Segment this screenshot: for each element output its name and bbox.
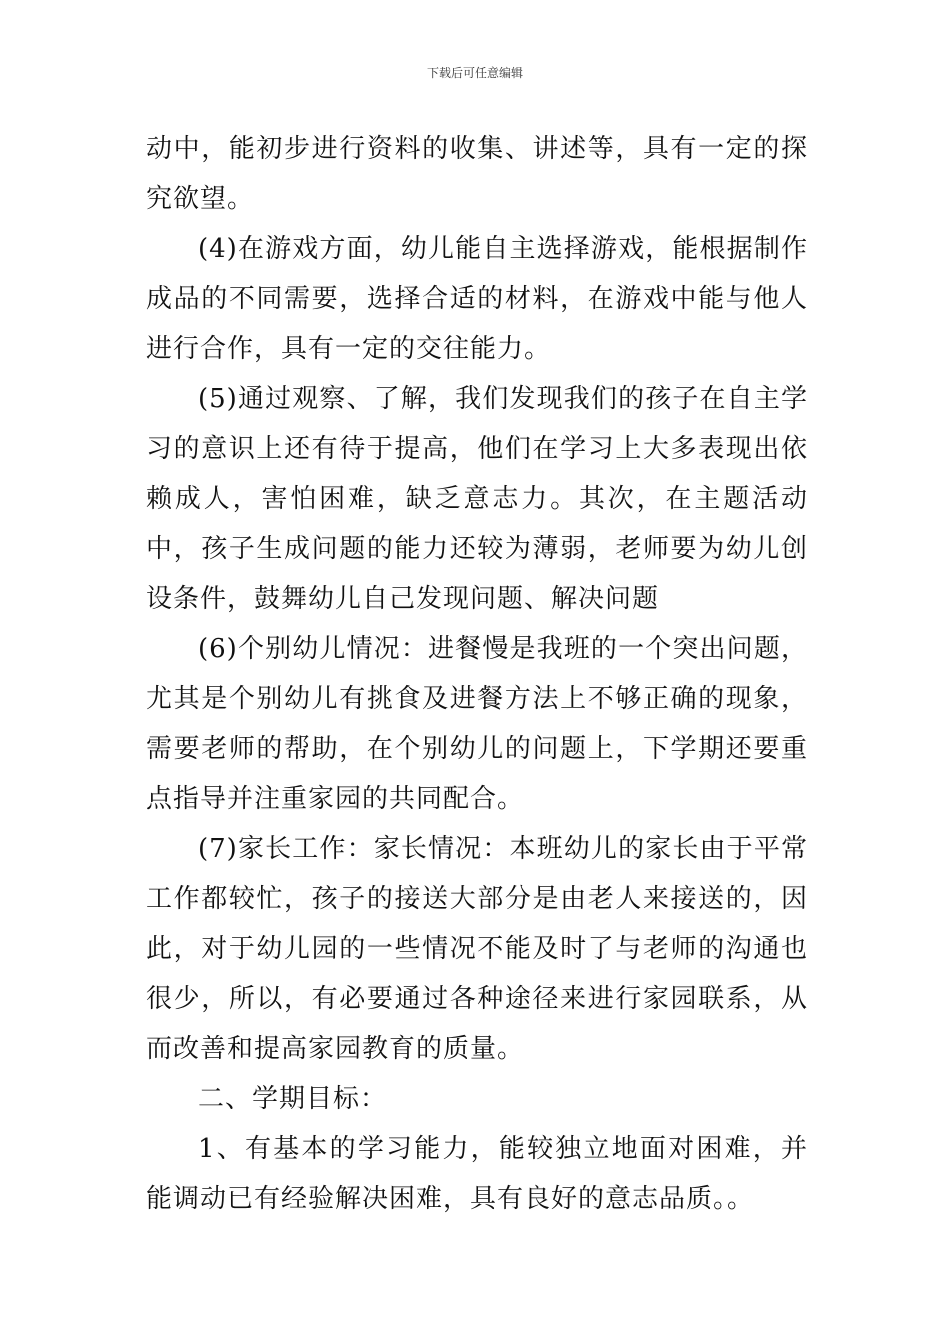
paragraph-item-5: (5)通过观察、了解，我们发现我们的孩子在自主学习的意识上还有待于提高，他们在学习上大多表现出依赖成人，害怕困难，缺乏意志力。其次，在主题活动中，孩子生成问题的能力还较为薄弱，老师要为幼儿创设条件，鼓舞幼儿自己发现问题、解决问题	[146, 384, 808, 614]
paragraph-item-6: (6)个别幼儿情况：进餐慢是我班的一个突出问题，尤其是个别幼儿有挑食及进餐方法上不够正确的现象，需要老师的帮助，在个别幼儿的问题上，下学期还要重点指导并注重家园的共同配合。	[146, 634, 808, 814]
paragraph-item-7: (7)家长工作：家长情况：本班幼儿的家长由于平常工作都较忙，孩子的接送大部分是由老人来接送的，因此，对于幼儿园的一些情况不能及时了与老师的沟通也很少，所以，有必要通过各种途径来进行家园联系，从而改善和提高家园教育的质量。	[146, 834, 808, 1064]
document-body	[146, 124, 808, 1224]
paragraph-goal-1: 1、有基本的学习能力，能较独立地面对困难，并能调动已有经验解决困难，具有良好的意志品质。。	[146, 1134, 808, 1214]
section-heading-goals: 二、学期目标：	[198, 1084, 388, 1114]
paragraph-item-4: (4)在游戏方面，幼儿能自主选择游戏，能根据制作成品的不同需要，选择合适的材料，在游戏中能与他人进行合作，具有一定的交往能力。	[146, 234, 808, 364]
page-header-note: 下载后可任意编辑	[426, 66, 523, 80]
paragraph-continuation: 动中，能初步进行资料的收集、讲述等，具有一定的探究欲望。	[146, 134, 808, 214]
